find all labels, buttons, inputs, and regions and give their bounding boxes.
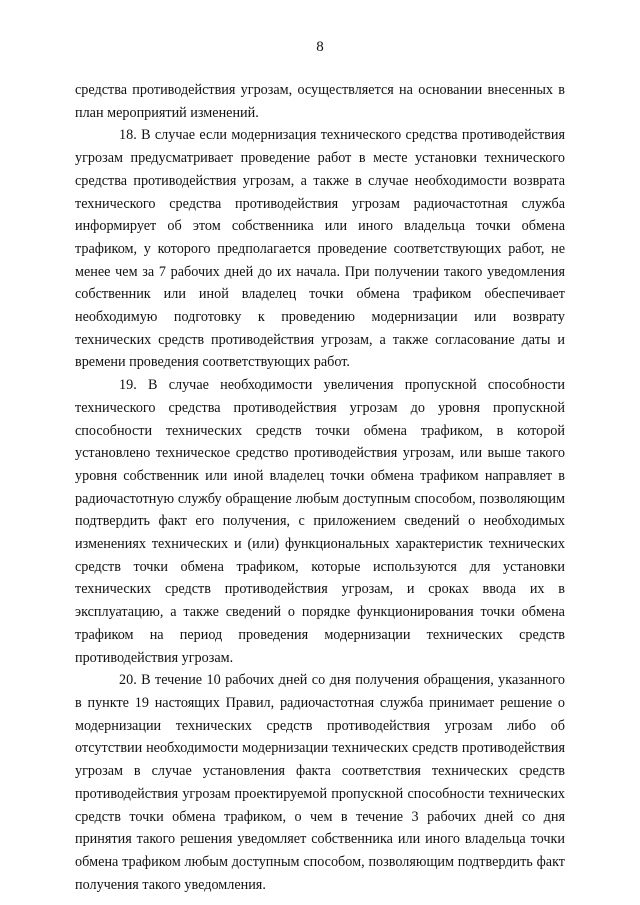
paragraph-20: 20. В течение 10 рабочих дней со дня получения обращения, указанного в пункте 19 настоящих Правил, радиочастотная служба принимает решение о модернизации технических средств противодействия угрозам либо об отсутствии необходимости модернизации технических средств противодействия угрозам в случае установления факта соответствия технических средств противодействия угрозам проектируемой пропускной способности технических средств точки обмена трафиком, о чем в течение 3 рабочих дней со дня принятия такого решения уведомляет собственника или иного владельца точки обмена трафиком любым доступным способом, позволяющим подтвердить факт получения такого уведомления. bbox=[75, 672, 565, 893]
page-number: 8 bbox=[316, 39, 324, 55]
document-body bbox=[75, 79, 565, 896]
paragraph-18: 18. В случае если модернизация технического средства противодействия угрозам предусматривает проведение работ в месте установки технического средства противодействия угрозам, а также в случае необходимости возврата технического средства противодействия угрозам радиочастотная служба информирует об этом собственника или иного владельца точки обмена трафиком, у которого предполагается проведение соответствующих работ, не менее чем за 7 рабочих дней до их начала. При получении такого уведомления собственник или иной владелец точки обмена трафиком обеспечивает необходимую подготовку к проведению модернизации или возврату технических средств противодействия угрозам, а также согласование даты и времени проведения соответствующих работ. bbox=[75, 127, 565, 371]
paragraph-19: 19. В случае необходимости увеличения пропускной способности технического средства противодействия угрозам до уровня пропускной способности технических средств точки обмена трафиком, в которой установлено техническое средство противодействия угрозам, или выше такого уровня собственник или иной владелец точки обмена трафиком направляет в радиочастотную службу обращение любым доступным способом, позволяющим подтвердить факт его получения, с приложением сведений о необходимых изменениях технических и (или) функциональных характеристик технических средств точки обмена трафиком, которые используются для установки технических средств противодействия угрозам, и сроках ввода их в эксплуатацию, а также сведений о порядке функционирования точки обмена трафиком на период проведения модернизации технических средств противодействия угрозам. bbox=[75, 377, 565, 666]
paragraph-continuation: средства противодействия угрозам, осуществляется на основании внесенных в план мероприятий изменений. bbox=[75, 82, 565, 121]
